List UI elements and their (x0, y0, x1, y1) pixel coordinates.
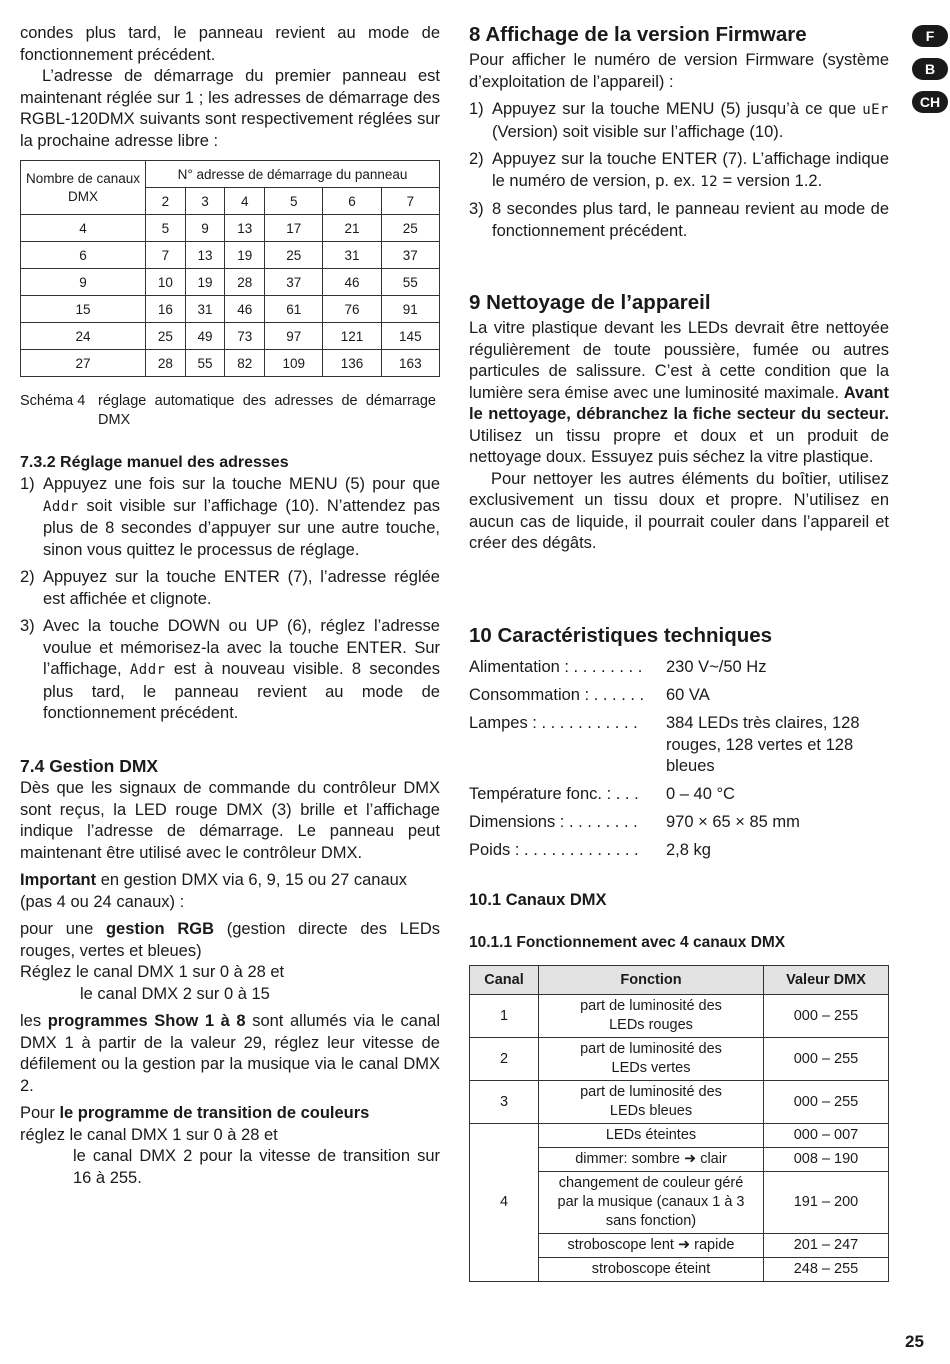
spec-value: 230 V~/50 Hz (666, 658, 767, 676)
table-header-cell: Valeur DMX (764, 966, 889, 995)
item-text: 8 secondes plus tard, le panneau revient au mode de fonctionnement précédent. (492, 200, 889, 240)
table-cell: 37 (265, 269, 323, 296)
table-row (21, 215, 440, 242)
item-number: 2) (20, 568, 35, 586)
paragraph (20, 919, 440, 962)
spec-row (469, 685, 889, 707)
table-cell: 25 (381, 215, 439, 242)
item-number: 2) (469, 150, 484, 168)
table-header-cell: 3 (185, 188, 225, 215)
spec-label: Poids : . . . . . . . . . . . . . (469, 841, 639, 859)
table-cell: 191 – 200 (764, 1172, 889, 1234)
spec-row (469, 713, 889, 778)
table-cell: 19 (225, 242, 265, 269)
section-title-7-3-2: 7.3.2 Réglage manuel des adresses (20, 454, 289, 471)
item-text: Appuyez sur la touche ENTER (7), l’adresse réglée est affichée et clignote. (43, 568, 440, 608)
table-cell: 28 (225, 269, 265, 296)
spec-value: 384 LEDs très claires, 128 rouges, 128 vertes et 128 bleues (666, 714, 860, 775)
table-cell: 46 (225, 296, 265, 323)
table-cell: 27 (21, 350, 146, 377)
language-tab-b: B (912, 58, 948, 80)
table-cell: changement de couleur géré par la musique (canaux 1 à 3 sans fonction) (539, 1172, 764, 1234)
table-cell: stroboscope éteint (539, 1258, 764, 1282)
table-cell: 000 – 255 (764, 995, 889, 1038)
spec-row (469, 840, 889, 862)
table-cell: 7 (146, 242, 186, 269)
text: (gestion directe des LEDs rouges, vertes et bleues) (20, 920, 440, 960)
table-cell: 248 – 255 (764, 1258, 889, 1282)
table-cell: 6 (21, 242, 146, 269)
bold-text: programmes Show 1 à 8 (47, 1012, 246, 1030)
spec-label: Dimensions : . . . . . . . . (469, 813, 638, 831)
paragraph-line: le canal DMX 2 sur 0 à 15 (80, 984, 270, 1003)
item-text: soit visible sur l’affichage (10). N’attendez pas plus de 8 secondes d’appuyer sur une autre touche, sinon vous quittez le processus de réglage. (43, 496, 440, 559)
item-text: Avec la touche DOWN ou UP (6), réglez l’adresse voulue et mémorisez-la avec la touche ENTER. Sur l’affichage, (43, 617, 440, 678)
item-text: Appuyez une fois sur la touche MENU (5) pour que (43, 475, 440, 493)
table-cell: 201 – 247 (764, 1234, 889, 1258)
table-cell: 31 (185, 296, 225, 323)
table-cell: 97 (265, 323, 323, 350)
page-number: 25 (905, 1332, 924, 1351)
table-cell: 16 (146, 296, 186, 323)
paragraph (20, 1103, 440, 1125)
section-title-7-4: 7.4 Gestion DMX (20, 756, 159, 776)
text: clair (700, 1151, 727, 1167)
list-item (469, 99, 889, 143)
table-cell: 109 (265, 350, 323, 377)
paragraph: Pour nettoyer les autres éléments du boîtier, utilisez exclusivement un tissu doux et propre. N’utilisez en aucun cas de liquide, il pourrait couler dans l’appareil et créer des dégâts. (469, 469, 889, 552)
table-cell: 136 (323, 350, 381, 377)
table-cell: 28 (146, 350, 186, 377)
table-cell: 82 (225, 350, 265, 377)
table-row (21, 350, 440, 377)
paragraph: Pour afficher le numéro de version Firmware (système d’exploitation de l’appareil) : (469, 51, 889, 91)
spec-value: 2,8 kg (666, 841, 711, 859)
list-item (20, 616, 440, 725)
address-table (20, 160, 440, 377)
language-tab-ch: CH (912, 91, 948, 113)
table-header-cell: 7 (381, 188, 439, 215)
spec-value: 0 – 40 °C (666, 785, 735, 803)
item-number: 1) (20, 475, 35, 493)
table-cell: part de luminosité des LEDs vertes (539, 1038, 764, 1081)
item-number: 3) (469, 200, 484, 218)
spec-row (469, 812, 889, 834)
section-title-8: 8 Affichage de la version Firmware (469, 23, 807, 46)
table-cell: 91 (381, 296, 439, 323)
table-cell: 13 (225, 215, 265, 242)
table-row (470, 1081, 889, 1124)
spec-row (469, 784, 889, 806)
section-title-10: 10 Caractéristiques techniques (469, 624, 773, 647)
text: en gestion DMX via 6, 9, 15 ou 27 canaux (pas 4 ou 24 canaux) : (20, 871, 408, 911)
table-cell: 24 (21, 323, 146, 350)
caption-text: réglage automatique des adresses de démarrage DMX (98, 393, 436, 428)
table-cell: 121 (323, 323, 381, 350)
table-cell: 4 (470, 1124, 539, 1282)
table-header-cell: 2 (146, 188, 186, 215)
list-item (469, 149, 889, 193)
section-title-10-1-1: 10.1.1 Fonctionnement avec 4 canaux DMX (469, 934, 786, 951)
table-cell: 31 (323, 242, 381, 269)
item-text: est à nouveau visible. 8 secondes plus tard, le panneau revient au mode de fonctionnement précédent. (43, 660, 440, 722)
section-title-10-1: 10.1 Canaux DMX (469, 891, 607, 909)
paragraph-line: Réglez le canal DMX 1 sur 0 à 28 et (20, 963, 285, 981)
text: les (20, 1012, 42, 1030)
table-cell: 1 (470, 995, 539, 1038)
table-cell: 25 (265, 242, 323, 269)
table-cell: 9 (185, 215, 225, 242)
spec-value: 60 VA (666, 686, 710, 704)
paragraph-line: le canal DMX 2 pour la vitesse de transition sur 16 à 255. (73, 1147, 440, 1187)
text: Utilisez un tissu propre et doux et un produit de nettoyage doux. Essuyez puis séchez la vitre plastique. (469, 426, 889, 466)
spec-label: Lampes : . . . . . . . . . . . (469, 714, 638, 732)
table-cell: 13 (185, 242, 225, 269)
table-row (470, 1124, 889, 1148)
paragraph: L’adresse de démarrage du premier panneau est maintenant réglée sur 1 ; les adresses de démarrage des RGBL-120DMX suivants sont respectivement réglées sur la prochaine adresse libre : (20, 67, 440, 150)
table-cell: 145 (381, 323, 439, 350)
table-cell: 25 (146, 323, 186, 350)
bold-text: le programme de transition de couleurs (59, 1104, 370, 1122)
table-cell: 000 – 007 (764, 1124, 889, 1148)
table-cell: part de luminosité des LEDs rouges (539, 995, 764, 1038)
table-row-header: Nombre de canaux DMX (21, 161, 146, 215)
table-cell: 10 (146, 269, 186, 296)
table-cell: 55 (185, 350, 225, 377)
spec-value: 970 × 65 × 85 mm (666, 813, 800, 831)
list-item (20, 567, 440, 610)
table-cell: 9 (21, 269, 146, 296)
spec-label: Consommation : . . . . . . (469, 686, 645, 704)
table-caption (20, 392, 440, 430)
text: Pour (20, 1104, 55, 1122)
item-text: Appuyez sur la touche ENTER (7). L’affichage indique le numéro de version, p. ex. (492, 150, 889, 190)
paragraph: Dès que les signaux de commande du contrôleur DMX sont reçus, la LED rouge DMX (3) brille et l’affichage indique l’adresse de démarrage. Le panneau peut maintenant être utilisé avec le contrôleur DMX. (20, 779, 440, 862)
dmx-channel-table (469, 965, 889, 1282)
table-header-cell: 6 (323, 188, 381, 215)
table-cell: 5 (146, 215, 186, 242)
table-cell: 76 (323, 296, 381, 323)
text: pour une (20, 920, 94, 938)
bold-text: Important (20, 871, 97, 889)
item-text: (Version) soit visible sur l’affichage (10). (492, 122, 784, 141)
table-cell: 21 (323, 215, 381, 242)
bold-text: gestion RGB (105, 920, 215, 938)
section-title-9: 9 Nettoyage de l’appareil (469, 291, 711, 314)
table-cell: 000 – 255 (764, 1081, 889, 1124)
lcd-display-text: Addr (43, 498, 79, 515)
table-cell: 4 (21, 215, 146, 242)
table-row (470, 1038, 889, 1081)
table-cell (539, 1148, 764, 1172)
text: sont allumés via le canal DMX 1 à partir de la valeur 29, réglez leur vitesse de défilement ou la gestion par la musique via le canal DMX 2. (20, 1012, 440, 1095)
lcd-display-text: 12 (700, 173, 719, 190)
table-row (470, 995, 889, 1038)
language-tab-f: F (912, 25, 948, 47)
paragraph (20, 1011, 440, 1097)
bold-text: Avant le nettoyage, débranchez la fiche secteur du secteur. (469, 383, 889, 423)
spec-label: Température fonc. : . . . (469, 785, 639, 803)
text: stroboscope lent (567, 1237, 674, 1253)
item-number: 1) (469, 100, 484, 118)
table-cell: 17 (265, 215, 323, 242)
manual-address-steps (20, 474, 440, 725)
table-cell: 000 – 255 (764, 1038, 889, 1081)
table-header-cell: 4 (225, 188, 265, 215)
paragraph (20, 870, 440, 913)
table-row (21, 296, 440, 323)
lcd-display-text: Addr (129, 662, 166, 678)
table-cell (539, 1234, 764, 1258)
table-header-cell: Fonction (539, 966, 764, 995)
table-cell: 37 (381, 242, 439, 269)
arrow-right-icon: ➜ (684, 1151, 697, 1167)
table-cell: 15 (21, 296, 146, 323)
list-item (469, 199, 889, 242)
table-row (21, 323, 440, 350)
table-col-header: N° adresse de démarrage du panneau (146, 161, 440, 188)
table-cell: 3 (470, 1081, 539, 1124)
spec-list (469, 657, 889, 862)
table-cell: 008 – 190 (764, 1148, 889, 1172)
item-text: = version 1.2. (722, 171, 823, 190)
table-cell: 2 (470, 1038, 539, 1081)
paragraph: condes plus tard, le panneau revient au mode de fonctionnement précédent. (20, 24, 440, 64)
lcd-display-text: uEr (862, 102, 889, 118)
table-cell: 55 (381, 269, 439, 296)
firmware-steps (469, 99, 889, 242)
text: La vitre plastique devant les LEDs devrait être nettoyée régulièrement de toute poussière, fumée ou autres particules de salissure. C’est à cette condition que la lumière sera émise avec une luminosité maximale. (469, 319, 889, 402)
arrow-right-icon: ➜ (677, 1237, 691, 1253)
table-row (21, 242, 440, 269)
caption-label: Schéma 4 (20, 393, 86, 409)
table-header-cell: Canal (470, 966, 539, 995)
table-cell: part de luminosité des LEDs bleues (539, 1081, 764, 1124)
item-number: 3) (20, 617, 35, 635)
spec-label: Alimentation : . . . . . . . . (469, 658, 643, 676)
table-cell: 19 (185, 269, 225, 296)
paragraph (469, 318, 889, 469)
table-cell: 61 (265, 296, 323, 323)
table-row (21, 269, 440, 296)
table-cell: 73 (225, 323, 265, 350)
text: dimmer: sombre (575, 1151, 680, 1167)
table-cell: 46 (323, 269, 381, 296)
spec-row (469, 657, 889, 679)
text: rapide (694, 1237, 735, 1253)
table-cell: LEDs éteintes (539, 1124, 764, 1148)
table-cell: 49 (185, 323, 225, 350)
paragraph-line: réglez le canal DMX 1 sur 0 à 28 et (20, 1125, 278, 1144)
table-cell: 163 (381, 350, 439, 377)
item-text: Appuyez sur la touche MENU (5) jusqu’à ce que (492, 100, 857, 118)
list-item (20, 474, 440, 561)
table-header-cell: 5 (265, 188, 323, 215)
